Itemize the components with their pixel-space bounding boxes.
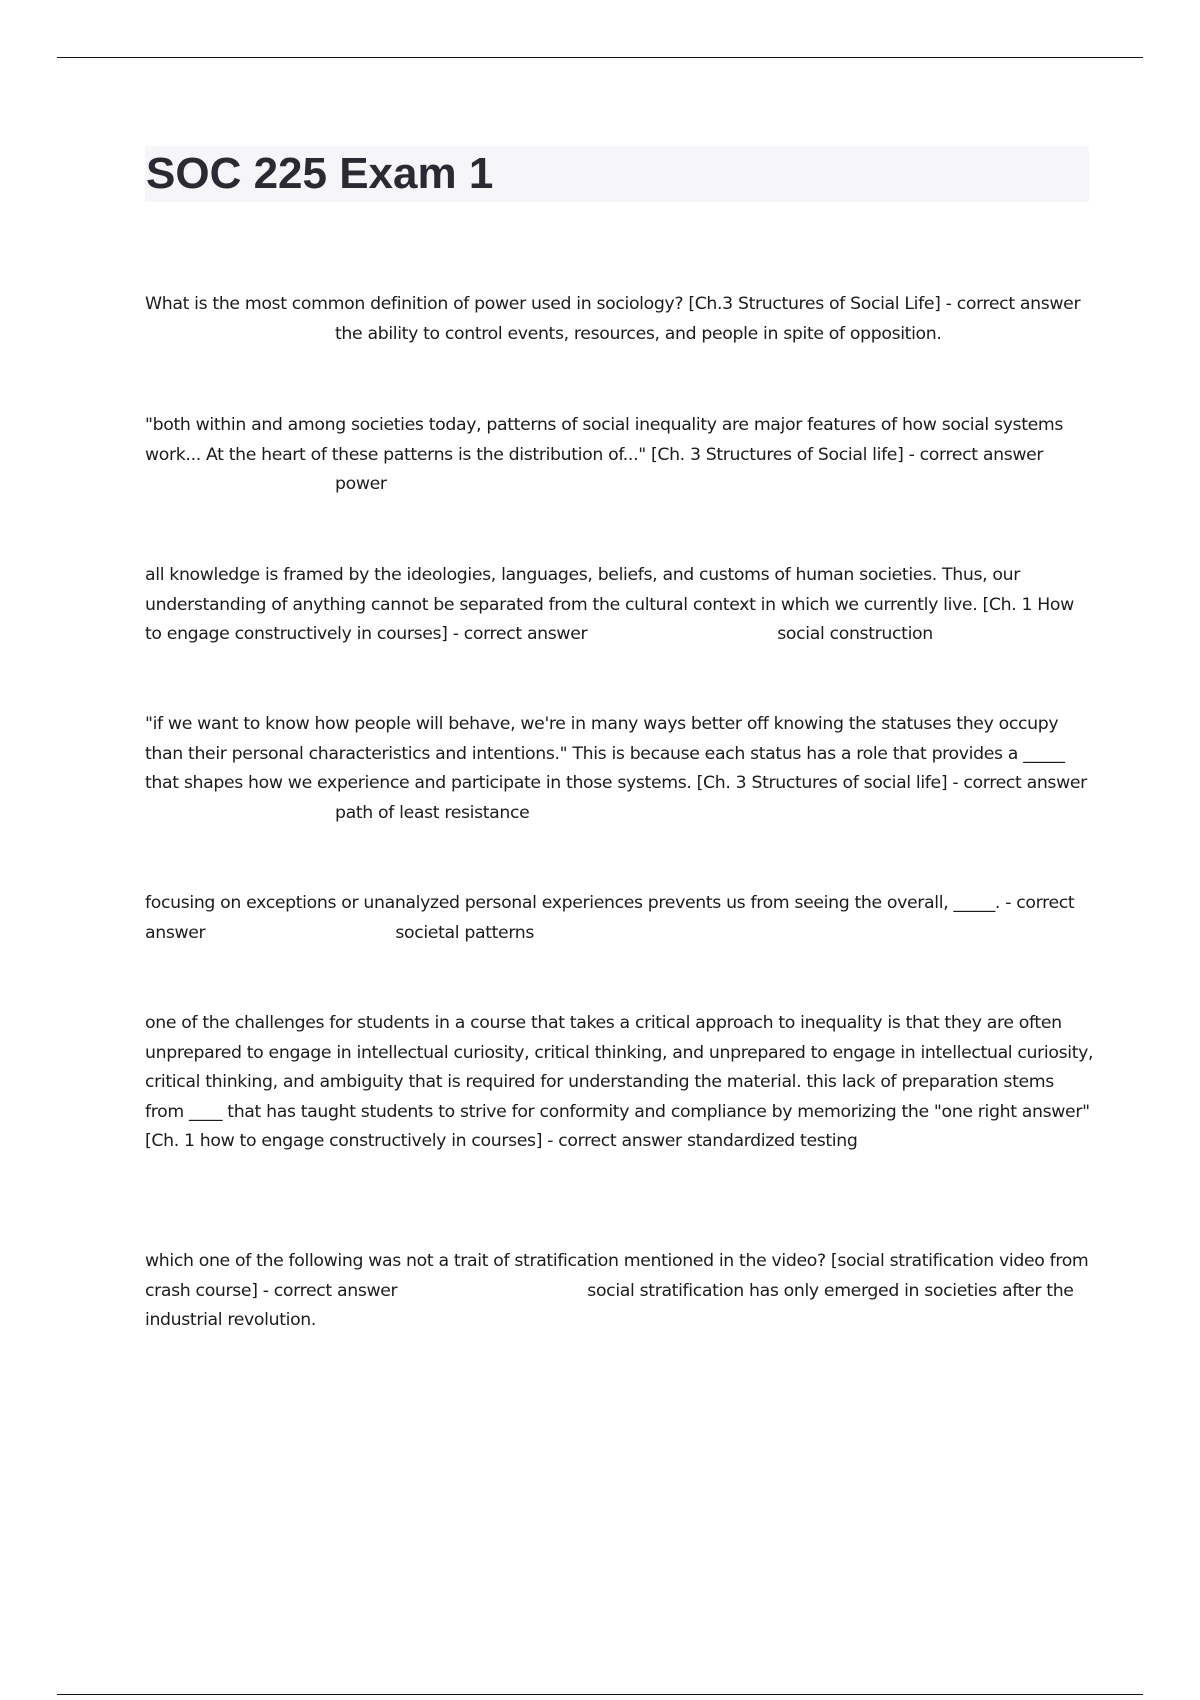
answer-text: social stratification has only emerged in societies after the industrial revolution. [145, 1280, 1074, 1330]
qa-item [145, 889, 1095, 948]
page-title: SOC 225 Exam 1 [146, 149, 494, 198]
question-text: one of the challenges for students in a course that takes a critical approach to inequality is that they are often unprepared to engage in intellectual curiosity, critical thinking, and unprepared to engage in intellectual curiosity, critical thinking, and ambiguity that is required for understanding the material. this lack of preparation stems from ____ that has taught students to strive for conformity and compliance by memorizing the "one right answer" [Ch. 1 how to engage constructively in courses] - correct answer [145, 1013, 1094, 1151]
top-rule [57, 57, 1143, 58]
question-text: all knowledge is framed by the ideologies, languages, beliefs, and customs of human societies. Thus, our understanding of anything cannot be separated from the cultural context in which we currently live. [Ch. 1 How to engage constructively in courses] - correct answer [145, 565, 1074, 644]
qa-item [145, 290, 1095, 349]
bottom-rule [57, 1694, 1143, 1695]
question-text: which one of the following was not a trait of stratification mentioned in the video? [social stratification video from crash course] - correct answer [145, 1251, 1089, 1301]
qa-item [145, 561, 1095, 650]
answer-text: standardized testing [686, 1131, 858, 1151]
question-text: "both within and among societies today, patterns of social inequality are major features of how social systems work... At the heart of these patterns is the distribution of..." [Ch. 3 Structures of Social life] - correct answer [145, 415, 1064, 465]
answer-text: societal patterns [395, 922, 535, 943]
answer-text: social construction [777, 624, 933, 644]
qa-item [145, 1247, 1095, 1336]
qa-item [145, 1009, 1095, 1157]
qa-item [145, 411, 1095, 500]
question-text: focusing on exceptions or unanalyzed personal experiences prevents us from seeing the overall, _____. - correct answer [145, 893, 1075, 943]
question-text: "if we want to know how people will behave, we're in many ways better off knowing the statuses they occupy than their personal characteristics and intentions." This is because each status has a role that provides a _____ that shapes how we experience and participate in those systems. [Ch. 3 Structures of social life] - correct answer [145, 714, 1087, 793]
answer-text: the ability to control events, resources, and people in spite of opposition. [335, 323, 942, 344]
qa-item [145, 710, 1095, 828]
answer-text: path of least resistance [335, 802, 530, 823]
title-box [145, 146, 1089, 202]
question-text: What is the most common definition of power used in sociology? [Ch.3 Structures of Social Life] - correct answer [145, 294, 1081, 314]
answer-text: power [335, 474, 387, 494]
